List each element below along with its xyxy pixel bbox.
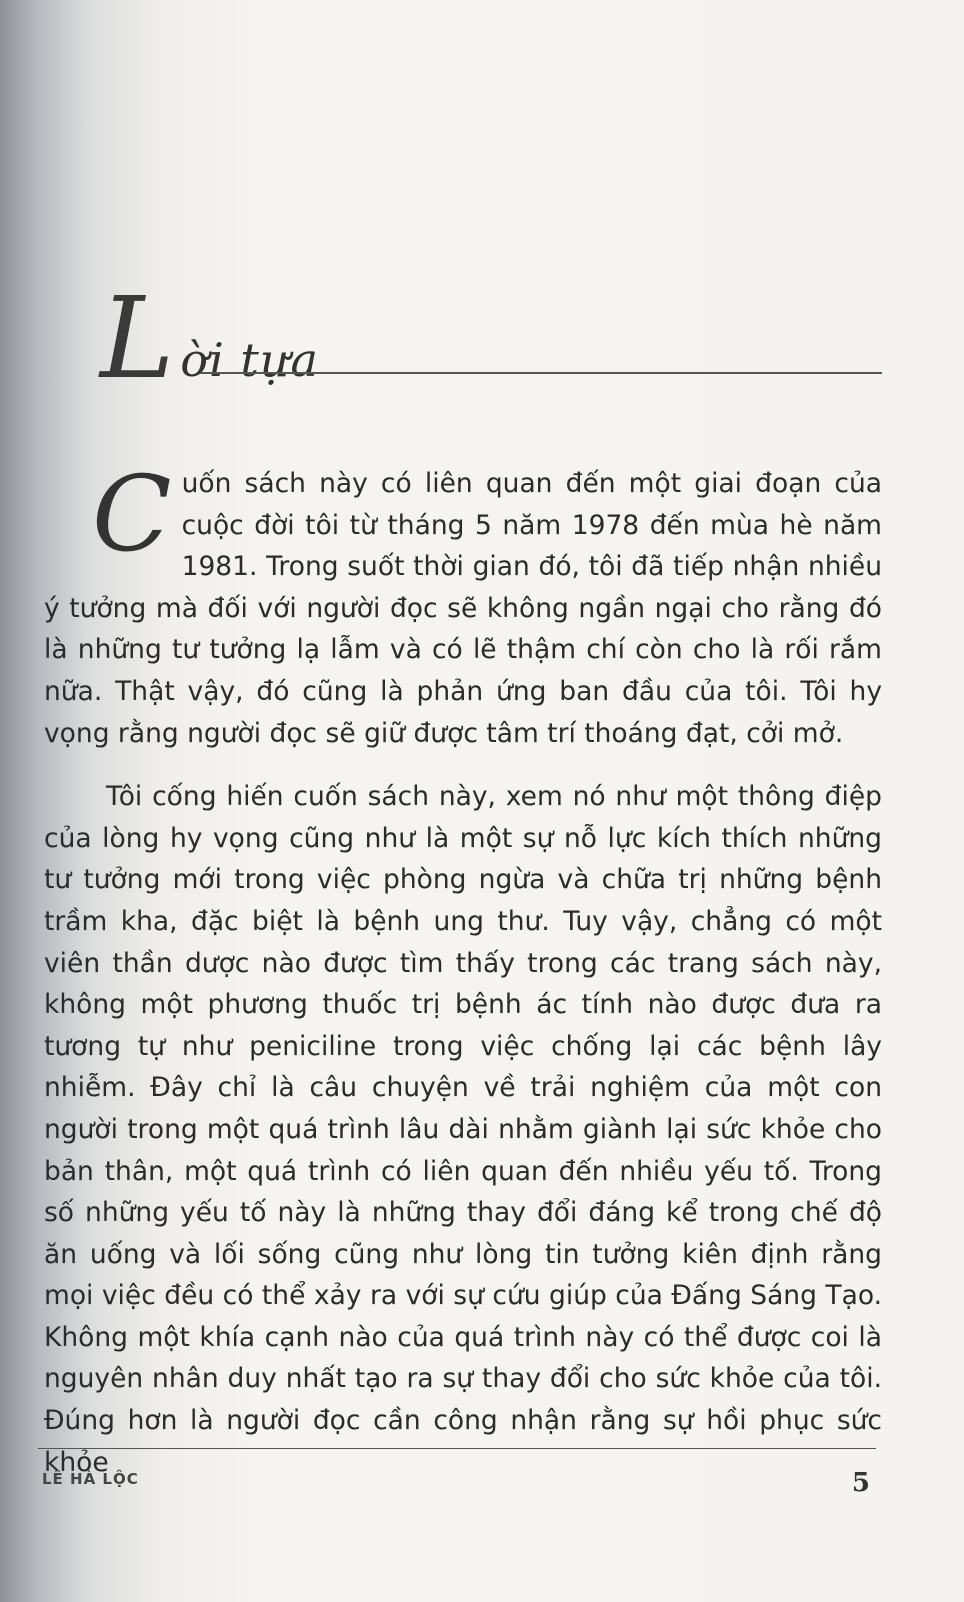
paragraph-2: Tôi cống hiến cuốn sách này, xem nó như một thông điệp của lòng hy vọng cũng như là một sự nỗ lực kích thích những tư tưởng mới trong việc phòng ngừa và chữa trị những bệnh trầm kha, đặc biệt là bệnh ung thư. Tuy vậy, chẳng có một viên thần dược nào được tìm thấy trong các trang sách này, không một phương thuốc trị bệnh ác tính nào được đưa ra tương tự như peniciline trong việc chống lại các bệnh lây nhiễm. Đây chỉ là câu chuyện về trải nghiệm của một con người trong một quá trình lâu dài nhằm giành lại sức khỏe cho bản thân, một quá trình có liên quan đến nhiều yếu tố. Trong số những yếu tố này là những thay đổi đáng kể trong chế độ ăn uống và lối sống cũng như lòng tin tưởng kiên định rằng mọi việc đều có thể xảy ra với sự cứu giúp của Đấng Sáng Tạo. Không một khía cạnh nào của quá trình này có thể được coi là nguyên nhân duy nhất tạo ra sự thay đổi cho sức khỏe của tôi. Đúng hơn là người đọc cần công nhận rằng sự hồi phục sức khỏe bbox=[44, 781, 882, 1478]
page-number: 5 bbox=[851, 1468, 870, 1498]
chapter-heading bbox=[100, 274, 319, 404]
paragraph-1 bbox=[44, 453, 882, 754]
heading-text: ời tựa bbox=[180, 333, 319, 387]
footer-author: LÊ HÀ LỘC bbox=[42, 1470, 139, 1488]
paragraph-dropcap: C bbox=[92, 453, 172, 575]
body-text bbox=[44, 453, 882, 1483]
paragraph-1-text: uốn sách này có liên quan đến một giai đoạn của cuộc đời tôi từ tháng 5 năm 1978 đến mùa hè năm 1981. Trong suốt thời gian đó, tôi đã tiếp nhận nhiều ý tưởng mà đối với người đọc sẽ không ngần ngại cho rằng đó là những tư tưởng lạ lẫm và có lẽ thậm chí còn cho là rối rắm nữa. Thật vậy, đó cũng là phản ứng ban đầu của tôi. Tôi hy vọng rằng người đọc sẽ giữ được tâm trí thoáng đạt, cởi mở. bbox=[44, 468, 882, 749]
footer-divider bbox=[38, 1448, 876, 1449]
heading-underline bbox=[200, 372, 882, 374]
heading-initial: L bbox=[100, 274, 175, 404]
